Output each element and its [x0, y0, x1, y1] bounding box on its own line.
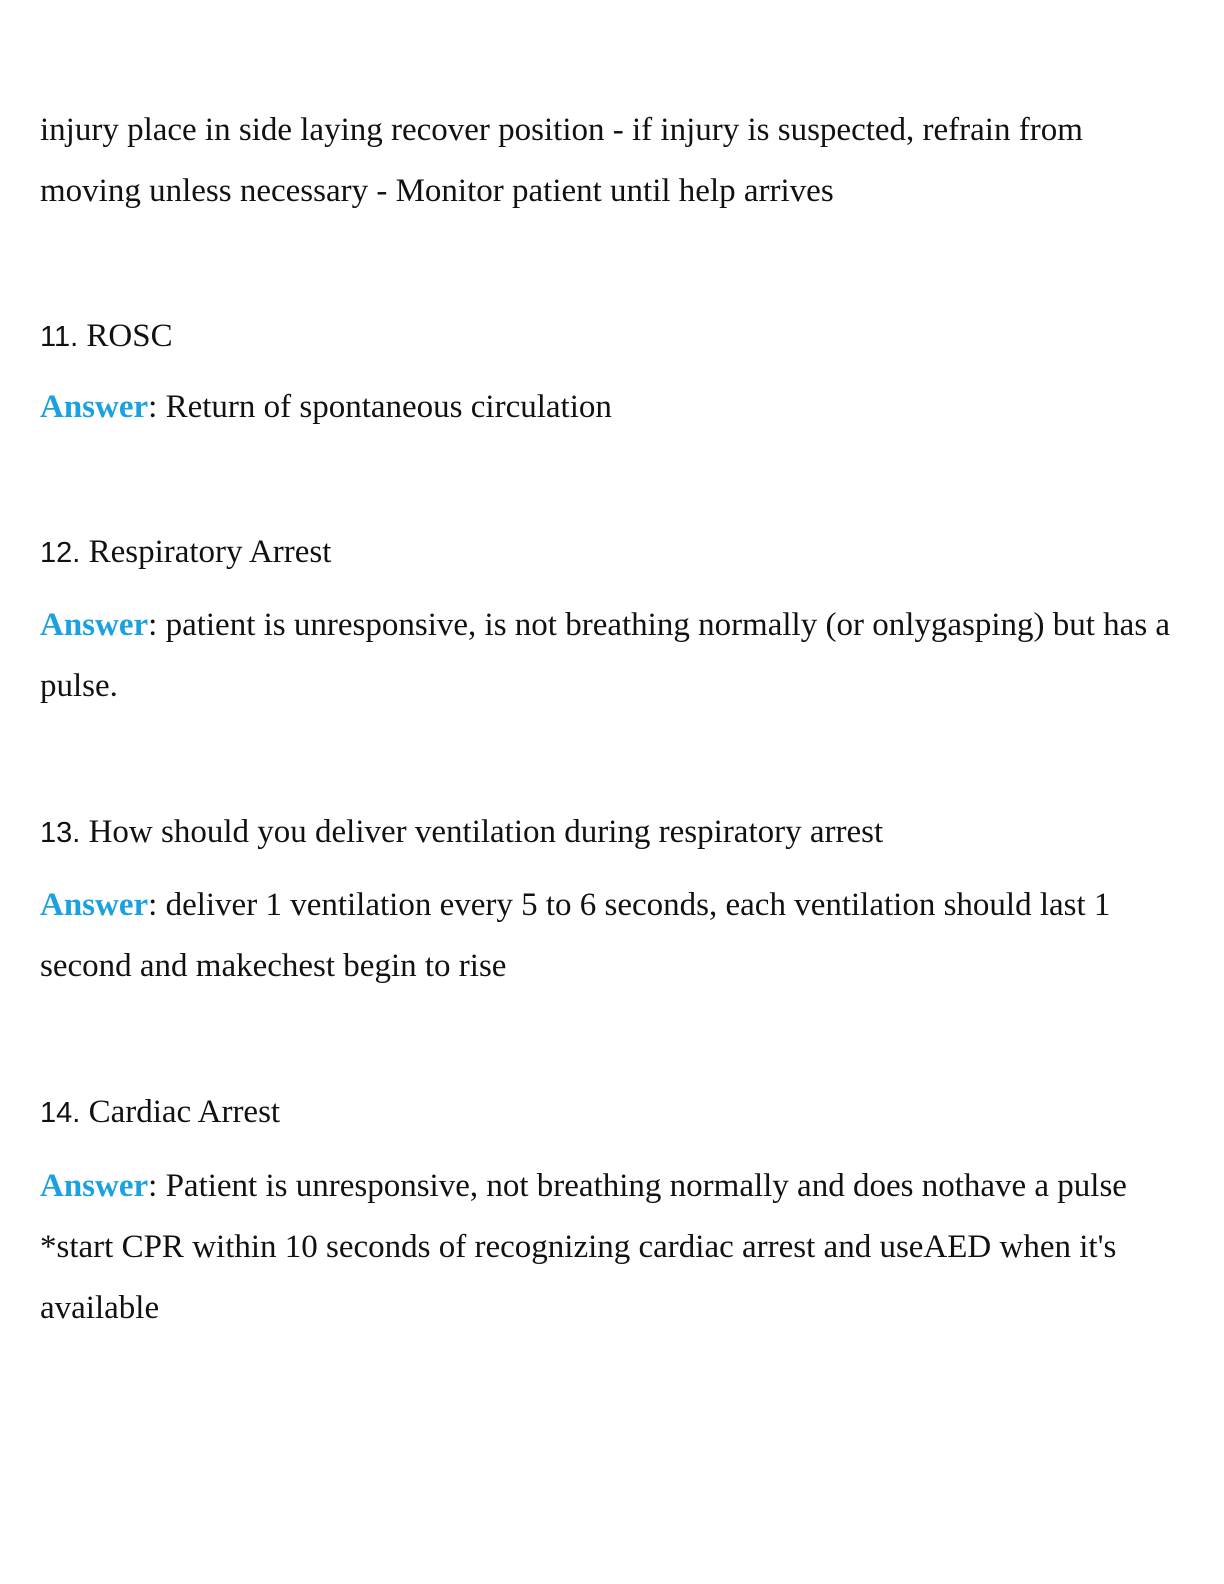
question-number: 11.	[40, 321, 79, 353]
answer-text: : Return of spontaneous circulation	[148, 389, 612, 425]
question-13	[40, 802, 1190, 864]
answer-label: Answer	[40, 389, 149, 425]
question-number: 13.	[40, 817, 81, 849]
question-number: 12.	[40, 537, 81, 569]
answer-label: Answer	[40, 1168, 149, 1204]
answer-13	[40, 875, 1190, 997]
answer-12	[40, 595, 1190, 717]
answer-text: : deliver 1 ventilation every 5 to 6 seconds, each ventilation should last 1 second and makechest begin to rise	[40, 887, 1111, 984]
answer-14	[40, 1156, 1190, 1339]
question-14	[40, 1082, 1190, 1144]
question-text: ROSC	[86, 318, 173, 354]
question-number: 14.	[40, 1097, 81, 1129]
question-text: How should you deliver ventilation during respiratory arrest	[88, 814, 884, 850]
answer-label: Answer	[40, 887, 149, 923]
question-11	[40, 306, 1190, 368]
answer-11	[40, 377, 1190, 438]
question-text: Cardiac Arrest	[88, 1094, 281, 1130]
answer-text: : patient is unresponsive, is not breathing normally (or onlygasping) but has a pulse.	[40, 607, 1171, 704]
question-text: Respiratory Arrest	[88, 534, 332, 570]
answer-text: : Patient is unresponsive, not breathing normally and does nothave a pulse *start CPR within 10 seconds of recognizing cardiac arrest and useAED when it's available	[40, 1168, 1127, 1326]
question-12	[40, 522, 1190, 584]
answer-label: Answer	[40, 607, 149, 643]
continuation-paragraph: injury place in side laying recover position - if injury is suspected, refrain from moving unless necessary - Monitor patient until help arrives	[40, 112, 1083, 209]
